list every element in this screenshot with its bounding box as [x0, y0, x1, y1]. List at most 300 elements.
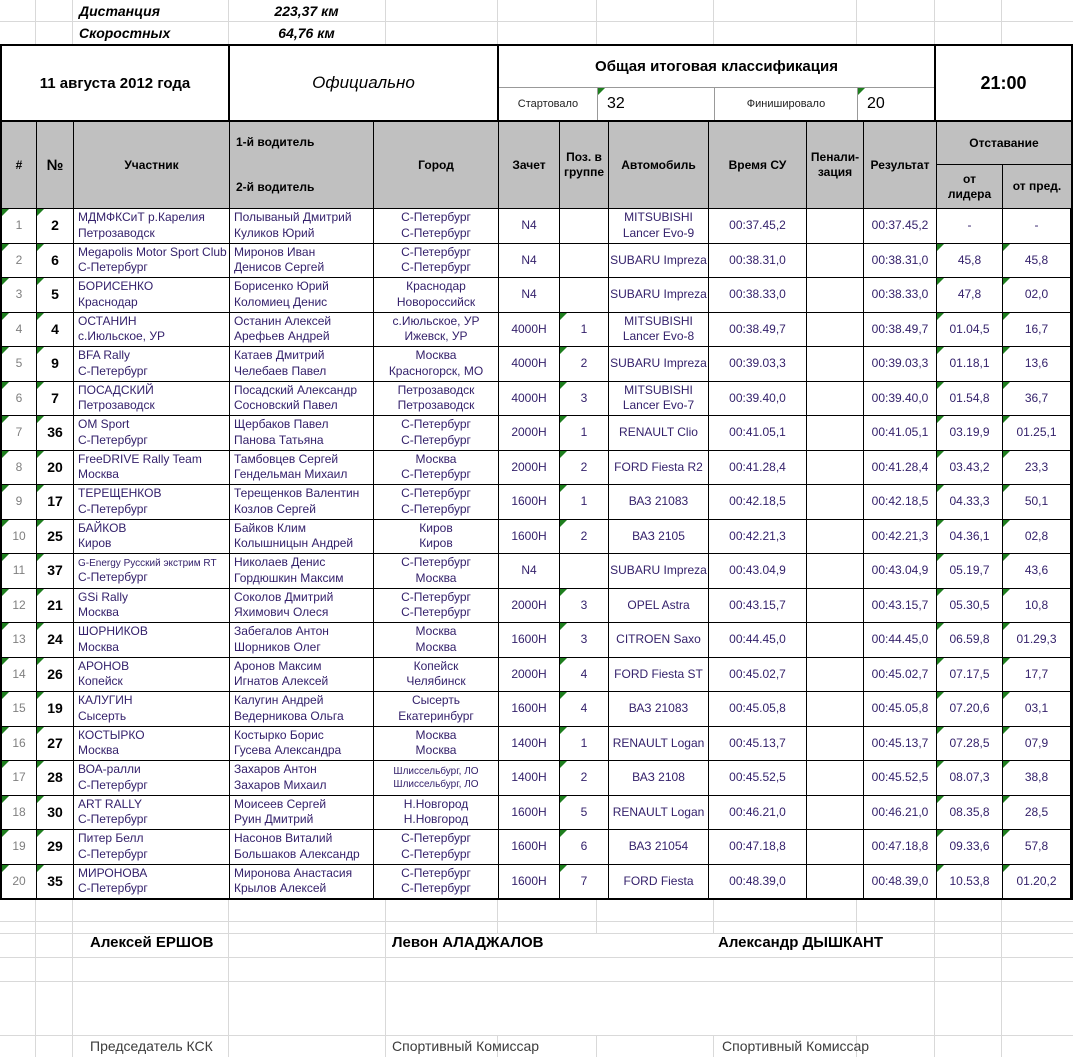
- city: Копейск Челябинск: [374, 658, 499, 692]
- penalty: [807, 658, 864, 692]
- stage-time: 00:48.39,0: [709, 865, 807, 899]
- col-header-class: Зачет: [499, 122, 560, 208]
- gridline: [934, 900, 935, 1057]
- gap-to-previous: -: [1003, 209, 1071, 243]
- gridline: [497, 0, 498, 44]
- gap-to-previous: 13,6: [1003, 347, 1071, 381]
- gap-to-leader: 03.43,2: [937, 451, 1003, 485]
- result: 00:38.31,0: [864, 244, 937, 278]
- start-number: 26: [37, 658, 74, 692]
- class: 1600Н: [499, 623, 560, 657]
- gridline: [0, 957, 1073, 958]
- result: 00:44.45,0: [864, 623, 937, 657]
- car: MITSUBISHI Lancer Evo-8: [609, 313, 709, 347]
- gap-to-leader: 01.18,1: [937, 347, 1003, 381]
- penalty: [807, 313, 864, 347]
- car: RENAULT Logan: [609, 796, 709, 830]
- signature-name: Александр ДЫШКАНТ: [718, 934, 884, 951]
- city: Шлиссельбург, ЛО Шлиссельбург, ЛО: [374, 761, 499, 795]
- class: 4000Н: [499, 313, 560, 347]
- col-header-drivers: 1-й водитель 2-й водитель: [230, 122, 374, 208]
- row-index: 8: [2, 451, 37, 485]
- car: FORD Fiesta ST: [609, 658, 709, 692]
- drivers: Калугин Андрей Ведерникова Ольга: [230, 692, 374, 726]
- drivers: Моисеев Сергей Руин Дмитрий: [230, 796, 374, 830]
- gap-to-previous: 50,1: [1003, 485, 1071, 519]
- result: 00:43.04,9: [864, 554, 937, 588]
- result: 00:39.03,3: [864, 347, 937, 381]
- result: 00:39.40,0: [864, 382, 937, 416]
- penalty: [807, 830, 864, 864]
- table-row: [2, 589, 1071, 624]
- city: Краснодар Новороссийск: [374, 278, 499, 312]
- drivers: Катаев Дмитрий Челебаев Павел: [230, 347, 374, 381]
- drivers: Николаев Денис Гордюшкин Максим: [230, 554, 374, 588]
- gap-to-leader: 09.33,6: [937, 830, 1003, 864]
- city: Киров Киров: [374, 520, 499, 554]
- gridline: [497, 900, 498, 933]
- participant: КАЛУГИН Сысерть: [74, 692, 230, 726]
- stage-time: 00:45.13,7: [709, 727, 807, 761]
- table-row: [2, 416, 1071, 451]
- start-number: 6: [37, 244, 74, 278]
- start-number: 9: [37, 347, 74, 381]
- result: 00:41.28,4: [864, 451, 937, 485]
- stage-time: 00:45.02,7: [709, 658, 807, 692]
- result: 00:48.39,0: [864, 865, 937, 899]
- city: С-Петербург С-Петербург: [374, 830, 499, 864]
- class: 2000Н: [499, 451, 560, 485]
- row-index: 15: [2, 692, 37, 726]
- city: Москва Красногорск, МО: [374, 347, 499, 381]
- group-position: 7: [560, 865, 609, 899]
- signature-role: Председатель КСК: [90, 1038, 213, 1054]
- class: N4: [499, 554, 560, 588]
- city: С-Петербург С-Петербург: [374, 209, 499, 243]
- table-row: [2, 209, 1071, 244]
- gap-to-leader: 04.36,1: [937, 520, 1003, 554]
- finished-label: Финишировало: [715, 88, 858, 120]
- start-finish-row: [499, 87, 934, 120]
- result: 00:42.21,3: [864, 520, 937, 554]
- car: ВАЗ 21083: [609, 485, 709, 519]
- distance-label: Дистанция: [79, 3, 160, 19]
- col-header-gap-leader: от лидера: [937, 165, 1003, 208]
- col-header-gap: Отставание: [969, 135, 1039, 150]
- group-position: [560, 554, 609, 588]
- start-number: 2: [37, 209, 74, 243]
- city: С-Петербург Москва: [374, 554, 499, 588]
- gridline: [713, 1035, 714, 1057]
- class: 1400Н: [499, 761, 560, 795]
- col-header-number: №: [37, 122, 74, 208]
- gridline: [385, 900, 386, 1057]
- group-position: 1: [560, 485, 609, 519]
- gap-to-leader: 07.17,5: [937, 658, 1003, 692]
- stage-time: 00:38.33,0: [709, 278, 807, 312]
- penalty: [807, 796, 864, 830]
- distance-value: 223,37 км: [274, 3, 339, 19]
- gap-to-previous: 23,3: [1003, 451, 1071, 485]
- city: Петрозаводск Петрозаводск: [374, 382, 499, 416]
- city: С-Петербург С-Петербург: [374, 416, 499, 450]
- penalty: [807, 416, 864, 450]
- result: 00:37.45,2: [864, 209, 937, 243]
- gap-to-leader: 04.33,3: [937, 485, 1003, 519]
- gap-to-previous: 38,8: [1003, 761, 1071, 795]
- stage-time: 00:43.15,7: [709, 589, 807, 623]
- table-row: [2, 451, 1071, 486]
- col-header-stage-time: Время СУ: [709, 122, 807, 208]
- car: SUBARU Impreza: [609, 347, 709, 381]
- class: 1600Н: [499, 865, 560, 899]
- gridline: [385, 0, 386, 44]
- start-number: 25: [37, 520, 74, 554]
- start-number: 20: [37, 451, 74, 485]
- class: 2000Н: [499, 589, 560, 623]
- gap-to-leader: 47,8: [937, 278, 1003, 312]
- row-index: 6: [2, 382, 37, 416]
- gridline: [1001, 900, 1002, 1057]
- stage-time: 00:45.52,5: [709, 761, 807, 795]
- car: ВАЗ 2108: [609, 761, 709, 795]
- col-header-gap-prev: от пред.: [1012, 179, 1062, 193]
- penalty: [807, 382, 864, 416]
- result: 00:45.52,5: [864, 761, 937, 795]
- car: ВАЗ 21054: [609, 830, 709, 864]
- penalty: [807, 244, 864, 278]
- col-header-car: Автомобиль: [609, 122, 709, 208]
- group-position: 2: [560, 347, 609, 381]
- drivers: Миронов Иван Денисов Сергей: [230, 244, 374, 278]
- penalty: [807, 520, 864, 554]
- gap-to-previous: 10,8: [1003, 589, 1071, 623]
- penalty: [807, 485, 864, 519]
- row-index: 3: [2, 278, 37, 312]
- stage-time: 00:41.28,4: [709, 451, 807, 485]
- drivers: Тамбовцев Сергей Гендельман Михаил: [230, 451, 374, 485]
- drivers: Щербаков Павел Панова Татьяна: [230, 416, 374, 450]
- city: Сысерть Екатеринбург: [374, 692, 499, 726]
- stage-time: 00:42.21,3: [709, 520, 807, 554]
- gap-to-leader: 45,8: [937, 244, 1003, 278]
- class: 1600Н: [499, 485, 560, 519]
- gap-to-previous: 01.20,2: [1003, 865, 1071, 899]
- car: CITROEN Saxo: [609, 623, 709, 657]
- car: MITSUBISHI Lancer Evo-7: [609, 382, 709, 416]
- gridline: [0, 981, 1073, 982]
- row-index: 13: [2, 623, 37, 657]
- group-position: 3: [560, 623, 609, 657]
- drivers: Соколов Дмитрий Яхимович Олеся: [230, 589, 374, 623]
- car: FORD Fiesta R2: [609, 451, 709, 485]
- col-header-group-position: Поз. в группе: [560, 122, 609, 208]
- row-index: 17: [2, 761, 37, 795]
- drivers: Посадский Александр Сосновский Павел: [230, 382, 374, 416]
- start-number: 24: [37, 623, 74, 657]
- participant: Megapolis Motor Sport Club С-Петербург: [74, 244, 230, 278]
- table-row: [2, 623, 1071, 658]
- col-header-participant: Участник: [74, 122, 230, 208]
- gap-to-previous: 43,6: [1003, 554, 1071, 588]
- city: с.Июльское, УР Ижевск, УР: [374, 313, 499, 347]
- gridline: [1001, 0, 1002, 44]
- gridline: [0, 921, 1073, 922]
- start-number: 17: [37, 485, 74, 519]
- participant: BFA Rally С-Петербург: [74, 347, 230, 381]
- gridline: [596, 0, 597, 44]
- row-index: 1: [2, 209, 37, 243]
- start-number: 19: [37, 692, 74, 726]
- column-headers: [2, 122, 1071, 209]
- gap-to-leader: 01.04,5: [937, 313, 1003, 347]
- gap-to-previous: 07,9: [1003, 727, 1071, 761]
- gap-to-leader: 07.28,5: [937, 727, 1003, 761]
- gap-to-previous: 28,5: [1003, 796, 1071, 830]
- gridline: [856, 900, 857, 933]
- gap-to-previous: 36,7: [1003, 382, 1071, 416]
- stage-time: 00:38.49,7: [709, 313, 807, 347]
- participant: ОСТАНИН с.Июльское, УР: [74, 313, 230, 347]
- table-row: [2, 520, 1071, 555]
- start-number: 27: [37, 727, 74, 761]
- table-row: [2, 796, 1071, 831]
- car: SUBARU Impreza: [609, 554, 709, 588]
- start-number: 36: [37, 416, 74, 450]
- time-cell: 21:00: [980, 72, 1027, 93]
- class: 1600Н: [499, 692, 560, 726]
- table-row: [2, 692, 1071, 727]
- participant: МИРОНОВА С-Петербург: [74, 865, 230, 899]
- start-number: 21: [37, 589, 74, 623]
- row-index: 4: [2, 313, 37, 347]
- participant: Питер Белл С-Петербург: [74, 830, 230, 864]
- drivers: Останин Алексей Арефьев Андрей: [230, 313, 374, 347]
- participant: ART RALLY С-Петербург: [74, 796, 230, 830]
- row-index: 18: [2, 796, 37, 830]
- penalty: [807, 623, 864, 657]
- gridline: [596, 900, 597, 933]
- city: Москва Москва: [374, 623, 499, 657]
- participant: АРОНОВ Копейск: [74, 658, 230, 692]
- result: 00:43.15,7: [864, 589, 937, 623]
- drivers: Насонов Виталий Большаков Александр: [230, 830, 374, 864]
- signature-name: Алексей ЕРШОВ: [90, 934, 214, 951]
- gap-to-leader: 08.35,8: [937, 796, 1003, 830]
- class: 1600Н: [499, 796, 560, 830]
- group-position: 5: [560, 796, 609, 830]
- car: OPEL Astra: [609, 589, 709, 623]
- gap-to-leader: 05.19,7: [937, 554, 1003, 588]
- gridline: [35, 900, 36, 1057]
- row-index: 5: [2, 347, 37, 381]
- drivers: Захаров Антон Захаров Михаил: [230, 761, 374, 795]
- table-row: [2, 761, 1071, 796]
- stage-time: 00:46.21,0: [709, 796, 807, 830]
- participant: БАЙКОВ Киров: [74, 520, 230, 554]
- start-number: 5: [37, 278, 74, 312]
- table-row: [2, 278, 1071, 313]
- col-header-gap-group: [937, 122, 1071, 208]
- table-row: [2, 382, 1071, 417]
- group-position: 3: [560, 589, 609, 623]
- drivers: Аронов Максим Игнатов Алексей: [230, 658, 374, 692]
- row-index: 19: [2, 830, 37, 864]
- start-number: 29: [37, 830, 74, 864]
- group-position: 4: [560, 658, 609, 692]
- participant: КОСТЫРКО Москва: [74, 727, 230, 761]
- stage-time: 00:47.18,8: [709, 830, 807, 864]
- row-index: 9: [2, 485, 37, 519]
- date-cell: 11 августа 2012 года: [2, 46, 230, 120]
- stage-time: 00:38.31,0: [709, 244, 807, 278]
- car: ВАЗ 2105: [609, 520, 709, 554]
- stage-time: 00:44.45,0: [709, 623, 807, 657]
- speed-stages-label: Скоростных: [79, 25, 171, 41]
- signature-role: Спортивный Комиссар: [392, 1038, 540, 1054]
- participant: БОРИСЕНКО Краснодар: [74, 278, 230, 312]
- participant: ПОСАДСКИЙ Петрозаводск: [74, 382, 230, 416]
- row-index: 14: [2, 658, 37, 692]
- penalty: [807, 761, 864, 795]
- gap-to-leader: 06.59,8: [937, 623, 1003, 657]
- car: RENAULT Logan: [609, 727, 709, 761]
- row-index: 11: [2, 554, 37, 588]
- participant: GSi Rally Москва: [74, 589, 230, 623]
- penalty: [807, 589, 864, 623]
- col-header-city: Город: [374, 122, 499, 208]
- penalty: [807, 727, 864, 761]
- table-row: [2, 865, 1071, 899]
- result: 00:38.33,0: [864, 278, 937, 312]
- class: N4: [499, 209, 560, 243]
- group-position: 3: [560, 382, 609, 416]
- participant: G-Energy Русский экстрим RT С-Петербург: [74, 554, 230, 588]
- table-row: [2, 347, 1071, 382]
- car: FORD Fiesta: [609, 865, 709, 899]
- class: 1400Н: [499, 727, 560, 761]
- gridline: [713, 0, 714, 44]
- gridline: [596, 1035, 597, 1057]
- gridline: [35, 0, 36, 44]
- results-body: [2, 209, 1071, 898]
- title-band: [2, 46, 1071, 122]
- result: 00:45.05,8: [864, 692, 937, 726]
- gridline: [856, 0, 857, 44]
- participant: ВОА-ралли С-Петербург: [74, 761, 230, 795]
- stage-time: 00:37.45,2: [709, 209, 807, 243]
- participant: МДМФКСиТ р.Карелия Петрозаводск: [74, 209, 230, 243]
- row-index: 10: [2, 520, 37, 554]
- gridline: [72, 900, 73, 1057]
- car: RENAULT Clio: [609, 416, 709, 450]
- finished-value: 20: [858, 88, 934, 120]
- group-position: [560, 244, 609, 278]
- stage-time: 00:45.05,8: [709, 692, 807, 726]
- class: 1600Н: [499, 520, 560, 554]
- gap-to-previous: 02,8: [1003, 520, 1071, 554]
- status-cell: Официально: [230, 46, 499, 120]
- city: С-Петербург С-Петербург: [374, 865, 499, 899]
- gridline: [934, 0, 935, 44]
- class: 2000Н: [499, 658, 560, 692]
- gap-to-previous: 16,7: [1003, 313, 1071, 347]
- result: 00:45.13,7: [864, 727, 937, 761]
- class: 1600Н: [499, 830, 560, 864]
- result: 00:45.02,7: [864, 658, 937, 692]
- stage-time: 00:39.03,3: [709, 347, 807, 381]
- drivers: Забегалов Антон Шорников Олег: [230, 623, 374, 657]
- city: С-Петербург С-Петербург: [374, 244, 499, 278]
- drivers: Полываный Дмитрий Куликов Юрий: [230, 209, 374, 243]
- group-position: 1: [560, 727, 609, 761]
- result: 00:46.21,0: [864, 796, 937, 830]
- table-row: [2, 554, 1071, 589]
- table-row: [2, 658, 1071, 693]
- participant: ТЕРЕЩЕНКОВ С-Петербург: [74, 485, 230, 519]
- gap-to-leader: 01.54,8: [937, 382, 1003, 416]
- result: 00:47.18,8: [864, 830, 937, 864]
- car: ВАЗ 21083: [609, 692, 709, 726]
- classification-title: Общая итоговая классификация: [595, 58, 838, 75]
- city: Москва С-Петербург: [374, 451, 499, 485]
- penalty: [807, 347, 864, 381]
- group-position: 2: [560, 761, 609, 795]
- gap-to-previous: 45,8: [1003, 244, 1071, 278]
- row-index: 12: [2, 589, 37, 623]
- gridline: [0, 1035, 1073, 1036]
- started-label: Стартовало: [499, 88, 598, 120]
- start-number: 37: [37, 554, 74, 588]
- class: 4000Н: [499, 347, 560, 381]
- group-position: 1: [560, 416, 609, 450]
- penalty: [807, 209, 864, 243]
- group-position: [560, 209, 609, 243]
- table-row: [2, 313, 1071, 348]
- table-row: [2, 485, 1071, 520]
- gap-to-previous: 03,1: [1003, 692, 1071, 726]
- gap-to-previous: 17,7: [1003, 658, 1071, 692]
- gap-to-leader: 07.20,6: [937, 692, 1003, 726]
- class: 4000Н: [499, 382, 560, 416]
- penalty: [807, 865, 864, 899]
- class: 2000Н: [499, 416, 560, 450]
- row-index: 16: [2, 727, 37, 761]
- gridline: [713, 900, 714, 933]
- city: Н.Новгород Н.Новгород: [374, 796, 499, 830]
- signature-role: Спортивный Комиссар: [722, 1038, 870, 1054]
- gap-to-previous: 57,8: [1003, 830, 1071, 864]
- participant: FreeDRIVE Rally Team Москва: [74, 451, 230, 485]
- table-row: [2, 830, 1071, 865]
- start-number: 4: [37, 313, 74, 347]
- class: N4: [499, 244, 560, 278]
- result: 00:42.18,5: [864, 485, 937, 519]
- result: 00:41.05,1: [864, 416, 937, 450]
- col-header-index: #: [2, 122, 37, 208]
- start-number: 35: [37, 865, 74, 899]
- gridline: [228, 900, 229, 1057]
- drivers: Костырко Борис Гусева Александра: [230, 727, 374, 761]
- city: С-Петербург С-Петербург: [374, 589, 499, 623]
- stage-time: 00:39.40,0: [709, 382, 807, 416]
- car: SUBARU Impreza: [609, 278, 709, 312]
- drivers: Борисенко Юрий Коломиец Денис: [230, 278, 374, 312]
- group-position: 1: [560, 313, 609, 347]
- group-position: 6: [560, 830, 609, 864]
- signature-name: Левон АЛАДЖАЛОВ: [392, 934, 544, 951]
- results-table: [0, 44, 1073, 900]
